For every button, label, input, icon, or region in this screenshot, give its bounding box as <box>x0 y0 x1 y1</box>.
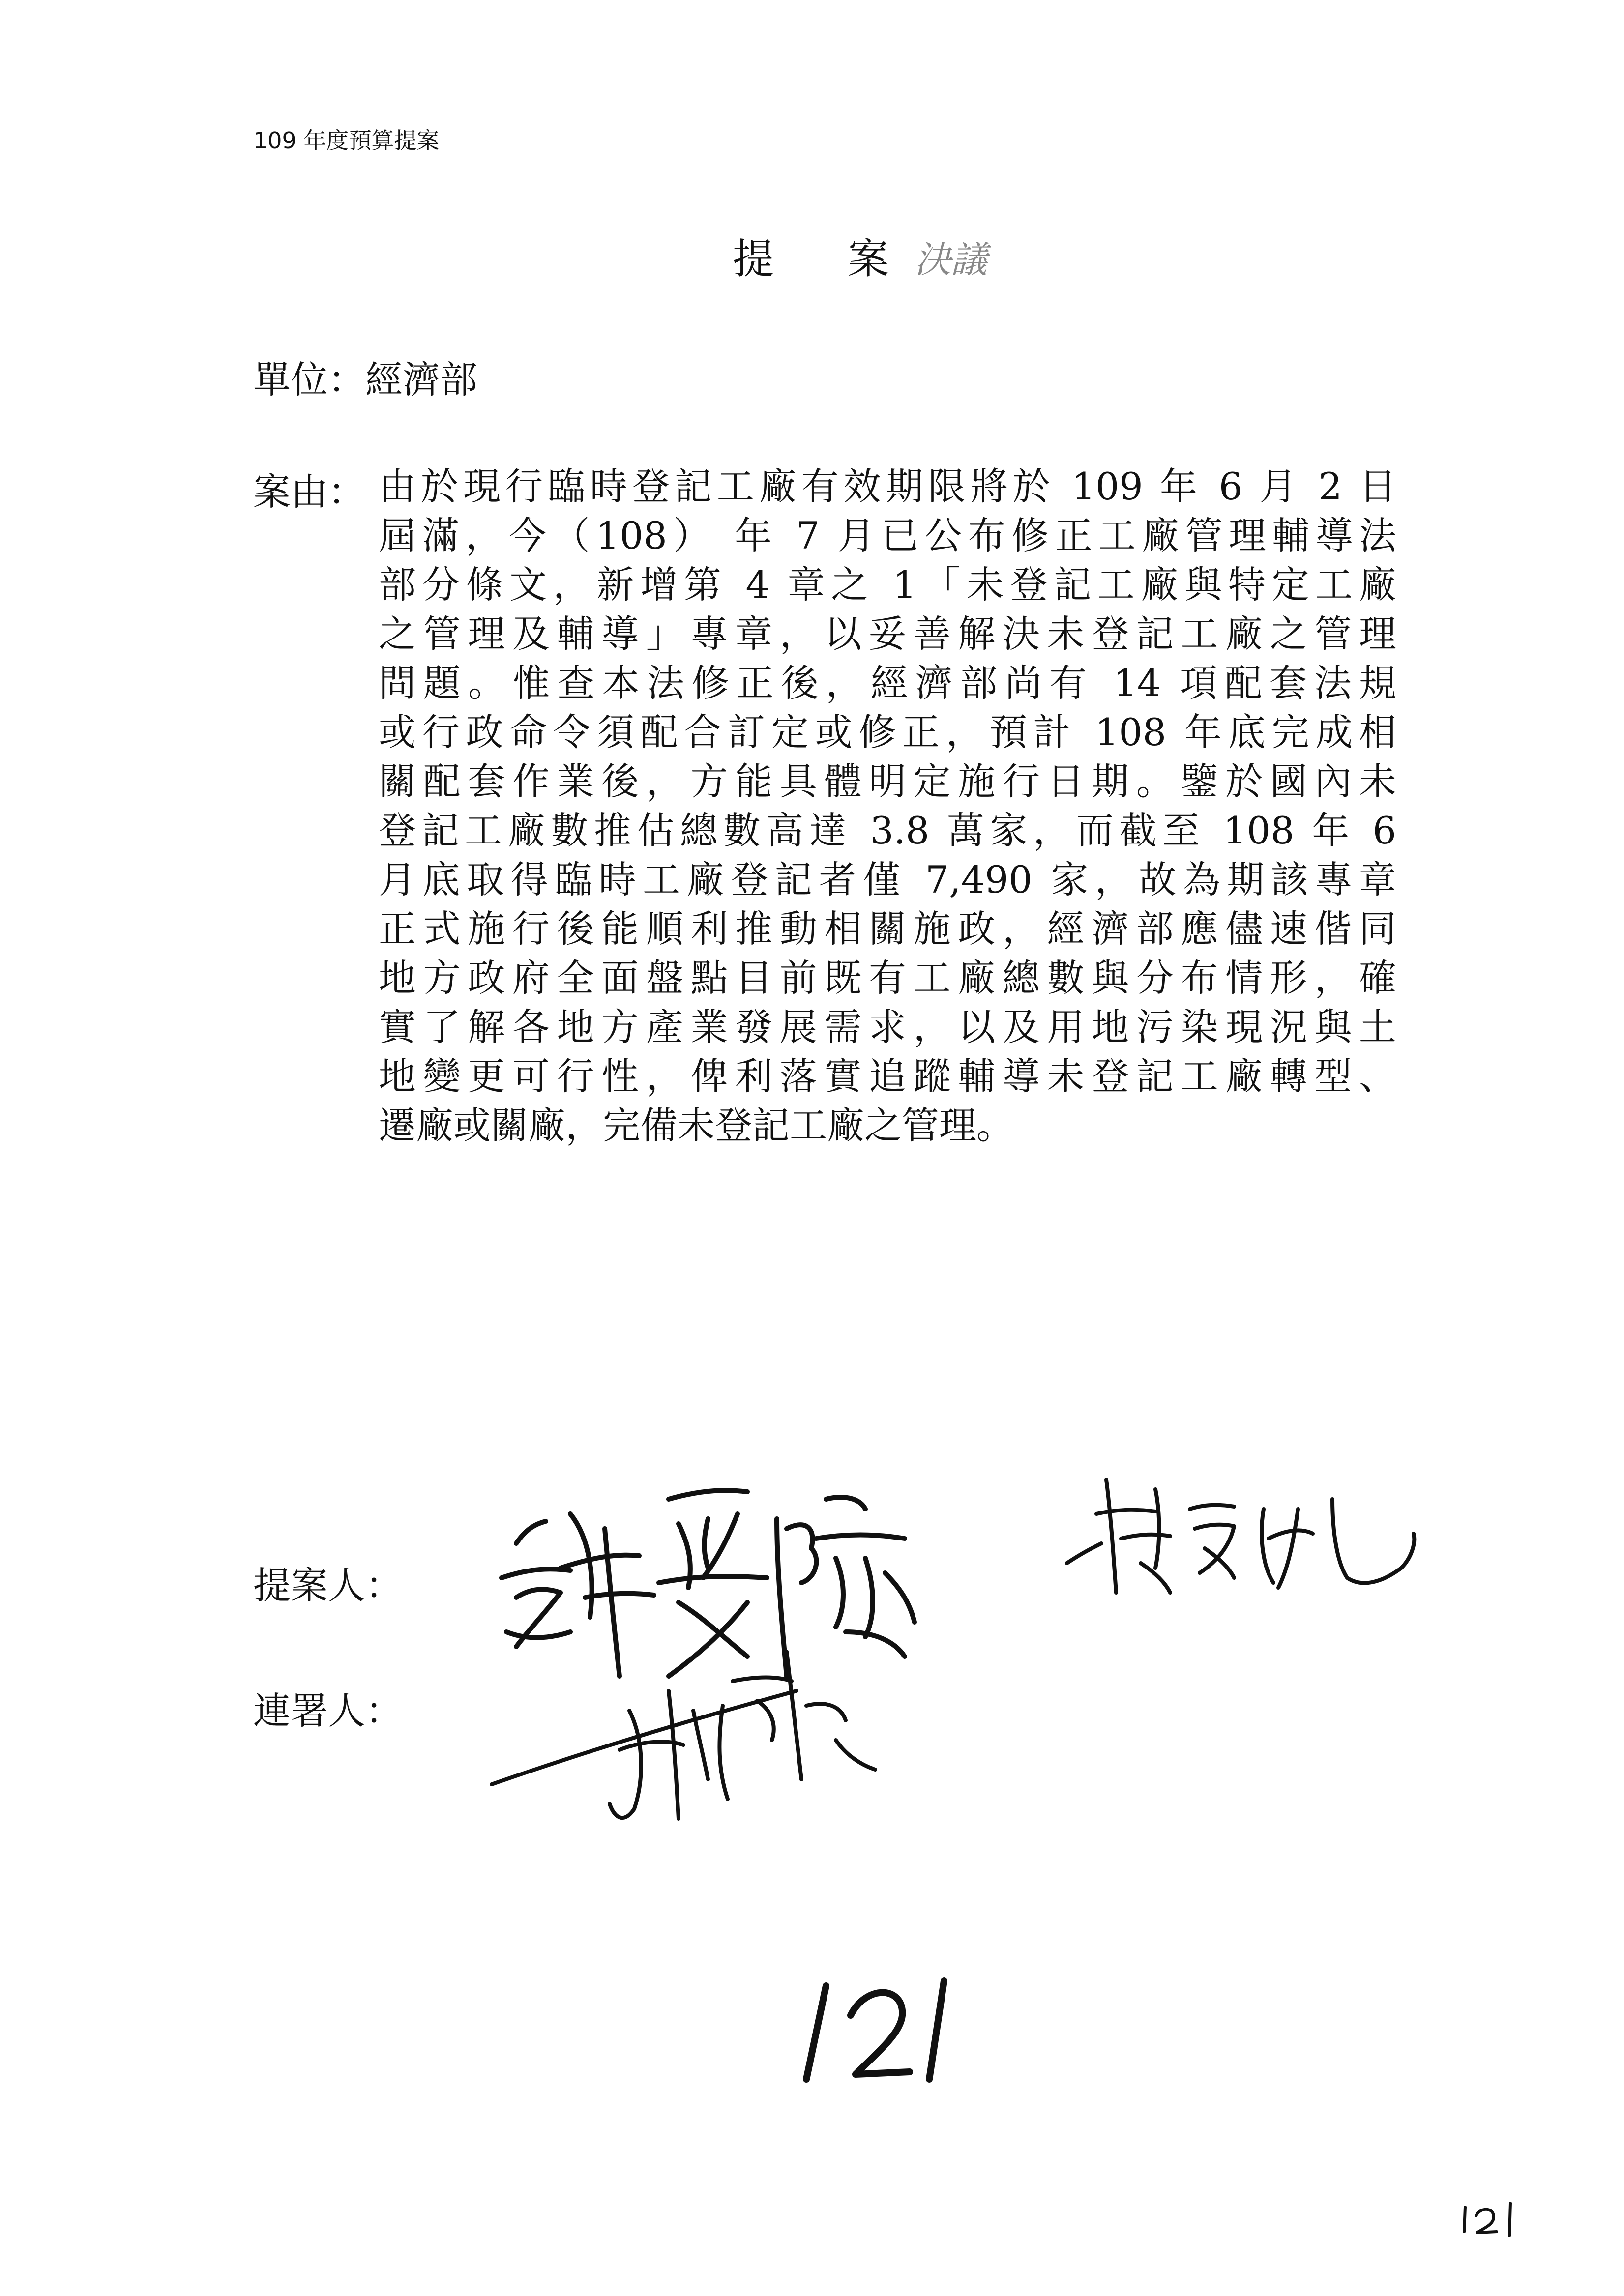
case-line: 或行政命令須配合訂定或修正，預計 108 年底完成相 <box>379 710 1396 754</box>
case-body <box>379 462 1396 1150</box>
unit-label: 單位： <box>253 358 365 402</box>
case-line: 登記工廠數推估總數高達 3.8 萬家，而截至 108 年 6 <box>379 809 1396 852</box>
proposer-label: 提案人： <box>253 1564 403 1607</box>
title-char-2: 案 <box>848 235 889 283</box>
handwritten-note: 決議 <box>915 239 987 281</box>
case-line: 正式施行後能順利推動相關施政，經濟部應儘速偕同 <box>379 907 1396 951</box>
handwritten-page-number <box>797 1966 983 2096</box>
case-line: 屆滿，今（108） 年 7 月已公布修正工廠管理輔導法 <box>379 514 1396 557</box>
case-line: 部分條文，新增第 4 章之 1「未登記工廠與特定工廠 <box>379 563 1396 607</box>
unit-value: 經濟部 <box>365 358 477 402</box>
case-line: 地方政府全面盤點目前既有工廠總數與分布情形，確 <box>379 956 1396 1000</box>
case-line: 地變更可行性，俾利落實追蹤輔導未登記工廠轉型、 <box>379 1054 1396 1098</box>
page-title <box>733 226 889 286</box>
case-line: 問題。惟查本法修正後，經濟部尚有 14 項配套法規 <box>379 661 1396 705</box>
case-line: 關配套作業後，方能具體明定施行日期。鑒於國內未 <box>379 759 1396 803</box>
cosigner-signature <box>482 1593 1023 1848</box>
case-line: 由於現行臨時登記工廠有效期限將於 109 年 6 月 2 日 <box>379 465 1396 508</box>
case-line: 之管理及輔導」專章，以妥善解決未登記工廠之管理 <box>379 612 1396 656</box>
handwritten-page-number-small <box>1455 2197 1524 2244</box>
cosigner-label: 連署人： <box>253 1689 403 1733</box>
title-char-1: 提 <box>733 235 774 283</box>
case-line: 遷廠或關廠，完備未登記工廠之管理。 <box>379 1104 1014 1147</box>
case-line: 月底取得臨時工廠登記者僅 7,490 家，故為期該專章 <box>379 858 1396 901</box>
unit-row <box>253 350 477 404</box>
proposer-signature-2 <box>1057 1445 1431 1612</box>
header-label: 109 年度預算提案 <box>253 127 440 154</box>
case-line: 實了解各地方產業發展需求，以及用地污染現況與土 <box>379 1005 1396 1049</box>
case-label: 案由： <box>253 470 365 514</box>
